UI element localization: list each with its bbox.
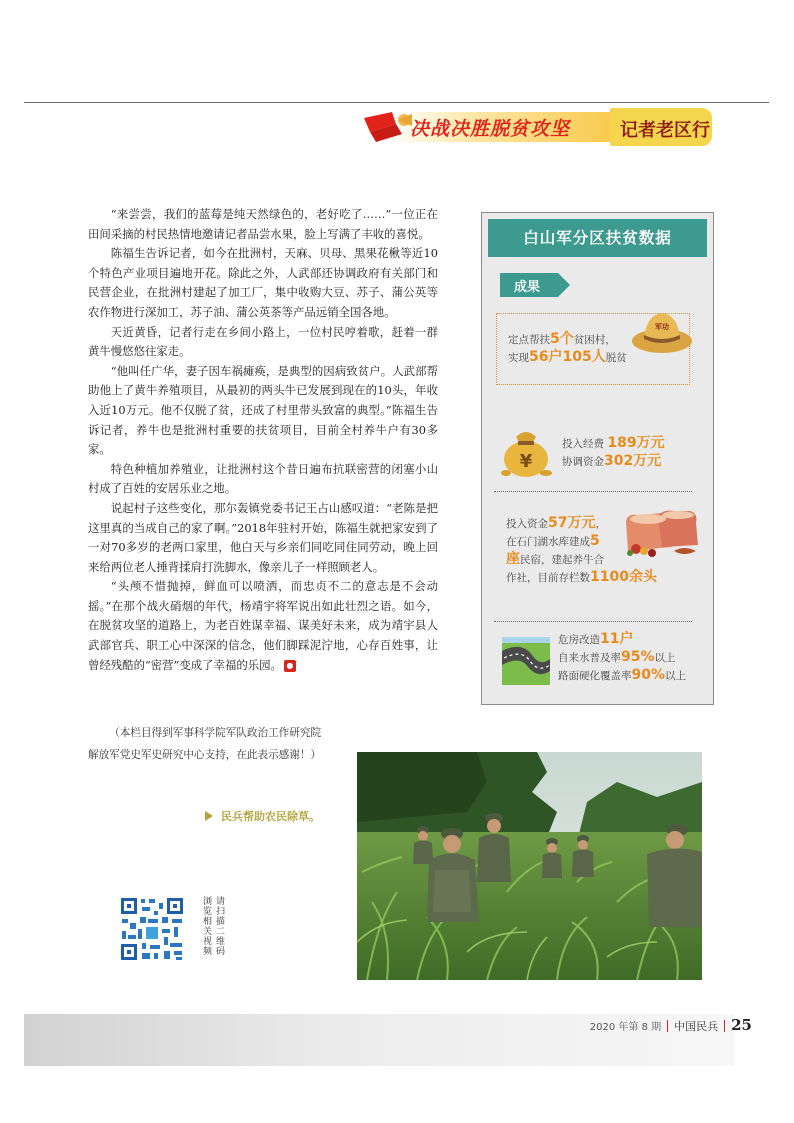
block4-l2pre: 自来水普及率 bbox=[558, 652, 621, 664]
hat-label: 军功 bbox=[655, 323, 669, 331]
block3-l1num: 57万元 bbox=[548, 515, 596, 531]
article-paragraph: “来尝尝，我们的蓝莓是纯天然绿色的，老好吃了……”一位正在田间采摘的村民热情地邀请记者品尝水果，脸上写满了丰收的喜悦。 bbox=[88, 207, 438, 241]
article-paragraph-text: “头颅不惜抛掉，鲜血可以喷洒，而忠贞不二的意志是不会动摇。”在那个战火硝烟的年代，杨靖宇将军说出如此壮烈之语。如今，在脱贫攻坚的道路上，为老百姓谋幸福、谋美好未来，成为靖宇县人武部官兵、职工心中深深的信念，他们脚踩泥泞地，心存百姓事，让曾经残酷的“密营”变成了幸福的乐园。 bbox=[88, 579, 438, 672]
block1-pre1: 定点帮扶 bbox=[508, 334, 550, 346]
block3-l1pre: 投入资金 bbox=[506, 518, 548, 530]
block2-line1 bbox=[562, 435, 665, 453]
sidebar-title: 白山军分区扶贫数据 bbox=[488, 219, 707, 257]
block2-num2: 302万元 bbox=[604, 453, 662, 469]
block3-l4num: 1100余头 bbox=[590, 569, 657, 585]
block1-post2: 脱贫 bbox=[605, 352, 627, 364]
block1-line2 bbox=[508, 349, 627, 367]
straw-hat-icon bbox=[630, 305, 694, 355]
issue-label: 2020 年第 8 期 bbox=[589, 1022, 662, 1033]
block4-l2num: 95% bbox=[621, 649, 655, 665]
bag-symbol: ¥ bbox=[519, 451, 533, 472]
block4-line1 bbox=[558, 631, 686, 649]
article-paragraph: 说起村子这些变化，那尔轰镇党委书记王占山感叹道：“老陈是把这里真的当成自己的家了啊。”2018年驻村开始，陈福生就把家安到了一对70多岁的老两口家里，他白天与乡亲们同吃同住同劳动，晚上回来给两位老人捶背揉肩打洗脚水，像亲儿子一样照顾老人。 bbox=[88, 500, 438, 574]
block3-l2: 在石门湖水库建成 bbox=[506, 536, 590, 548]
column-banner bbox=[362, 108, 712, 146]
road-icon bbox=[502, 637, 550, 685]
result-tag bbox=[500, 273, 570, 297]
footer-separator bbox=[724, 1020, 725, 1032]
page-number: 25 bbox=[731, 1016, 752, 1034]
qr-line-2: 浏览相关视频 bbox=[201, 896, 211, 956]
caption-text: 民兵帮助农民除草。 bbox=[221, 810, 320, 823]
block3-l3post: 民宿，建起养牛合 bbox=[520, 554, 604, 566]
block1-line1 bbox=[508, 331, 627, 349]
block1-text bbox=[508, 331, 627, 367]
block4-l2post: 以上 bbox=[654, 652, 676, 664]
result-label: 成果 bbox=[514, 280, 541, 295]
top-rule bbox=[24, 102, 769, 103]
block4-l3post: 以上 bbox=[665, 670, 687, 682]
block4-l3pre: 路面硬化覆盖率 bbox=[558, 670, 632, 682]
block2-line2 bbox=[562, 453, 665, 471]
block4-line3 bbox=[558, 667, 686, 685]
footer-separator bbox=[667, 1020, 668, 1032]
sidebar-poverty-data bbox=[481, 212, 714, 705]
article-paragraph: 天近黄昏，记者行走在乡间小路上，一位村民哼着歌，赶着一群黄牛慢悠悠往家走。 bbox=[88, 324, 438, 359]
divider bbox=[494, 491, 692, 492]
qr-line-1: 请扫描二维码 bbox=[214, 896, 224, 956]
banner-title: 决战决胜脱贫攻坚 bbox=[410, 118, 571, 140]
qr-code-icon[interactable] bbox=[118, 895, 186, 963]
block3-l1post: ， bbox=[595, 518, 606, 530]
article-paragraph: 特色种植加养殖业，让批洲村这个昔日遍布抗联密营的闭塞小山村成了百姓的安居乐业之地。 bbox=[88, 461, 438, 496]
caption-arrow-icon bbox=[205, 811, 213, 821]
block2-pre1: 投入经费 bbox=[562, 438, 604, 450]
block2-pre2: 协调资金 bbox=[562, 456, 604, 468]
money-bag-icon bbox=[498, 423, 554, 479]
militia-weeding-photo bbox=[357, 752, 702, 980]
banner-tag-label: 记者老区行 bbox=[620, 120, 710, 141]
block3-l3num: 座 bbox=[506, 551, 520, 567]
block4-l3num: 90% bbox=[631, 667, 666, 683]
article-paragraph: “他叫任广华，妻子因车祸瘫痪，是典型的因病致贫户。人武部帮助他上了黄牛养殖项目，从最初的两头牛已发展到现在的10头，年收入近10万元。他不仅脱了贫，还成了村里带头致富的典型。”陈福生告诉记者，养牛也是批洲村重要的扶贫项目，目前全村养牛户有30多家。 bbox=[88, 363, 438, 457]
note-text: （本栏目得到军事科学院军队政治工作研究院解放军党史军史研究中心支持，在此表示感谢！） bbox=[88, 727, 322, 761]
produce-sacks-icon bbox=[618, 507, 700, 559]
horn-flag-icon bbox=[362, 110, 414, 144]
block2-text bbox=[562, 435, 665, 471]
block4-l1pre: 危房改造 bbox=[558, 634, 600, 646]
article-paragraph: 陈福生告诉记者，如今在批洲村，天麻、贝母、黑果花楸等近10个特色产业项目遍地开花。除此之外，人武部还协调政府有关部门和民营企业，在批洲村建起了加工厂，集中收购大豆、苏子、蒲公英等农作物进行深加工，苏子油、蒲公英茶等产品远销全国各地。 bbox=[88, 246, 438, 319]
footer-info bbox=[590, 1016, 752, 1037]
qr-instructions bbox=[200, 896, 224, 956]
article-body bbox=[88, 205, 438, 675]
magazine-name: 中国民兵 bbox=[674, 1020, 719, 1033]
block1-post1: 贫困村， bbox=[573, 334, 616, 346]
end-mark-icon: ● bbox=[284, 660, 296, 672]
block3-l4pre: 作社，目前存栏数 bbox=[506, 572, 590, 584]
acknowledgement-note bbox=[88, 722, 330, 766]
article-paragraph-last bbox=[88, 577, 438, 675]
photo-caption bbox=[205, 808, 320, 824]
block2-num1: 189万元 bbox=[607, 435, 665, 451]
block4-line2 bbox=[558, 649, 686, 667]
block1-num2: 56户105人 bbox=[529, 349, 606, 365]
block1-num1: 5个 bbox=[550, 331, 574, 347]
block1-pre2: 实现 bbox=[508, 352, 529, 364]
divider bbox=[494, 621, 692, 622]
banner-tag bbox=[610, 108, 712, 146]
block4-l1num: 11户 bbox=[600, 631, 634, 647]
block3-line4 bbox=[506, 569, 657, 587]
block4-text bbox=[558, 631, 686, 685]
block3-l2num: 5 bbox=[590, 533, 600, 549]
